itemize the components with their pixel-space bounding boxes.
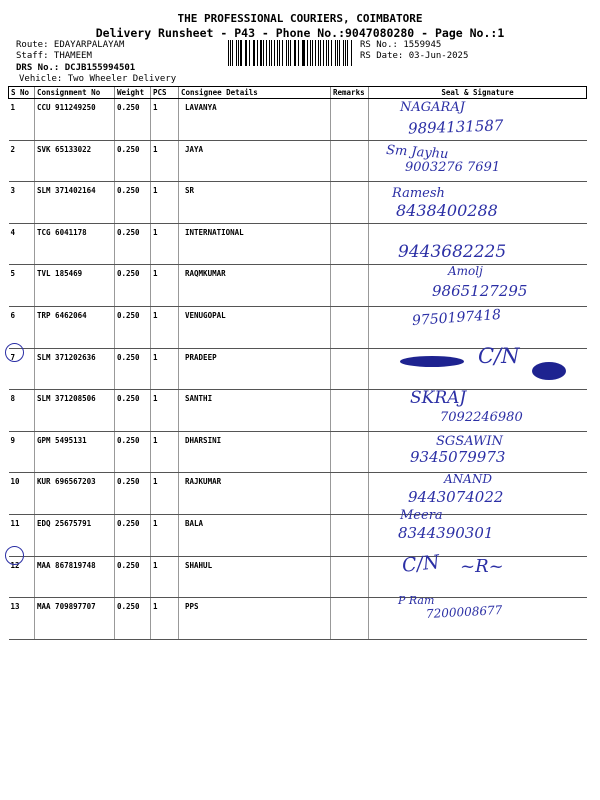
row-pcs: 1 xyxy=(151,182,179,224)
row-weight: 0.250 xyxy=(115,431,151,473)
barcode-bar xyxy=(236,40,237,66)
row-sno: 5 xyxy=(9,265,35,307)
row-remarks xyxy=(331,473,369,515)
row-pcs: 1 xyxy=(151,99,179,141)
barcode-bar xyxy=(315,40,316,66)
sig-12-mark: C/N xyxy=(400,551,441,577)
barcode-bar xyxy=(253,40,254,66)
barcode-bar xyxy=(290,40,291,66)
barcode-bar xyxy=(351,40,352,66)
row-pcs: 1 xyxy=(151,514,179,556)
sig-8-name: SKRAJ xyxy=(410,388,467,408)
barcode-bar xyxy=(307,40,308,66)
row-pcs: 1 xyxy=(151,390,179,432)
sig-9-phone: 9345079973 xyxy=(410,448,506,466)
row-weight: 0.250 xyxy=(115,473,151,515)
barcode-bar xyxy=(271,40,272,66)
sig-5-name: Amolj xyxy=(448,264,483,278)
barcode-bar xyxy=(343,40,344,66)
row-remarks xyxy=(331,306,369,348)
row-sno: 11 xyxy=(9,514,35,556)
rs-number: RS No.: 1559945 xyxy=(360,40,442,50)
barcode-bar xyxy=(310,40,311,66)
row-remarks xyxy=(331,140,369,182)
sig-8-phone: 7092246980 xyxy=(440,410,523,425)
row-weight: 0.250 xyxy=(115,598,151,640)
row-consignment: TCG 6041178 xyxy=(35,223,115,265)
barcode-bar xyxy=(274,40,275,66)
row-consignment: MAA 709897707 xyxy=(35,598,115,640)
row-remarks xyxy=(331,431,369,473)
row-consignment: TVL 185469 xyxy=(35,265,115,307)
barcode-bar xyxy=(320,40,321,66)
col-signature: Seal & Signature xyxy=(369,87,587,99)
vehicle-info: Vehicle: Two Wheeler Delivery xyxy=(19,74,177,84)
barcode-bar xyxy=(286,40,287,66)
row-pcs: 1 xyxy=(151,306,179,348)
sig-7-mark: C/N xyxy=(478,344,520,368)
col-consignee: Consignee Details xyxy=(179,87,331,99)
row-consignee: PPS xyxy=(179,598,331,640)
row-consignment: SVK 65133022 xyxy=(35,140,115,182)
row-consignee: PRADEEP xyxy=(179,348,331,390)
runsheet-title: Delivery Runsheet - P43 - Phone No.:9047080280 - Page No.:1 xyxy=(95,26,505,40)
barcode-bar xyxy=(263,40,264,66)
table-header-row xyxy=(9,87,587,99)
barcode-bar xyxy=(254,40,255,66)
barcode-bar xyxy=(260,40,261,66)
row-consignment: SLM 371208506 xyxy=(35,390,115,432)
sig-5-phone: 9865127295 xyxy=(432,282,528,300)
row-pcs: 1 xyxy=(151,348,179,390)
staff-info: Staff: THAMEEM xyxy=(16,51,92,61)
barcode-bar xyxy=(228,40,229,66)
sig-7-scribble xyxy=(400,356,464,367)
row-weight: 0.250 xyxy=(115,306,151,348)
sig-1-phone: 9894131587 xyxy=(407,116,504,138)
row-pcs: 1 xyxy=(151,556,179,598)
row-weight: 0.250 xyxy=(115,140,151,182)
row-sno: 7 xyxy=(9,348,35,390)
sig-2-name: Sm Jayhu xyxy=(385,142,449,163)
row-consignee: SANTHI xyxy=(179,390,331,432)
row-consignee: INTERNATIONAL xyxy=(179,223,331,265)
row-consignee: RAJKUMAR xyxy=(179,473,331,515)
row-sno: 1 xyxy=(9,99,35,141)
barcode-bar xyxy=(238,40,239,66)
barcode-bar xyxy=(312,40,313,66)
barcode-bar xyxy=(295,40,296,66)
table-row xyxy=(9,514,587,556)
row-remarks xyxy=(331,514,369,556)
row-sno: 4 xyxy=(9,223,35,265)
row-consignee: VENUGOPAL xyxy=(179,306,331,348)
sig-11-name: Meera xyxy=(400,508,443,523)
row-pcs: 1 xyxy=(151,431,179,473)
sig-3-name: Ramesh xyxy=(392,186,445,201)
row-consignee: SHAHUL xyxy=(179,556,331,598)
barcode-bar xyxy=(240,40,241,66)
row-consignment: TRP 6462064 xyxy=(35,306,115,348)
row-sno: 9 xyxy=(9,431,35,473)
sig-13-name: P Ram xyxy=(398,594,435,607)
row-remarks xyxy=(331,598,369,640)
sig-13-phone: 7200008677 xyxy=(425,603,503,621)
route-info: Route: EDAYARPALAYAM xyxy=(16,40,125,50)
col-sno: S No xyxy=(9,87,35,99)
row-consignment: KUR 696567203 xyxy=(35,473,115,515)
row-sno: 8 xyxy=(9,390,35,432)
row-pcs: 1 xyxy=(151,140,179,182)
barcode-bar xyxy=(298,40,299,66)
row-remarks xyxy=(331,265,369,307)
row-remarks xyxy=(331,182,369,224)
barcode-bar xyxy=(249,40,250,66)
row-consignee: BALA xyxy=(179,514,331,556)
sig-2-phone: 9003276 7691 xyxy=(405,160,501,175)
row-consignment: CCU 911249250 xyxy=(35,99,115,141)
barcode-bar xyxy=(266,40,267,66)
barcode-bar xyxy=(294,40,295,66)
row-pcs: 1 xyxy=(151,598,179,640)
sig-6-phone: 9750197418 xyxy=(411,306,502,330)
row-weight: 0.250 xyxy=(115,182,151,224)
row-sno: 10 xyxy=(9,473,35,515)
row-weight: 0.250 xyxy=(115,390,151,432)
row-consignment: GPM 5495131 xyxy=(35,431,115,473)
row-consignment: MAA 867819748 xyxy=(35,556,115,598)
sig-10-name: ANAND xyxy=(444,472,492,486)
row-consignee: DHARSINI xyxy=(179,431,331,473)
rs-date: RS Date: 03-Jun-2025 xyxy=(360,51,469,61)
barcode-bar xyxy=(303,40,304,66)
row-remarks xyxy=(331,223,369,265)
barcode-bar xyxy=(269,40,270,66)
barcode-bar xyxy=(232,40,233,66)
row-weight: 0.250 xyxy=(115,514,151,556)
barcode-bar xyxy=(339,40,340,66)
barcode-bar xyxy=(318,40,319,66)
row-7-circle-mark xyxy=(5,343,24,362)
barcode-bar xyxy=(277,40,278,66)
sig-10-phone: 9443074022 xyxy=(408,488,504,506)
row-remarks xyxy=(331,99,369,141)
barcode-bar xyxy=(288,40,289,66)
barcode-bar xyxy=(328,40,329,66)
barcode-bar xyxy=(230,40,231,66)
row-sno: 3 xyxy=(9,182,35,224)
barcode-bar xyxy=(326,40,327,66)
row-weight: 0.250 xyxy=(115,556,151,598)
col-consignment: Consignment No xyxy=(35,87,115,99)
col-pcs: PCS xyxy=(151,87,179,99)
sig-1-name: NAGARAJ xyxy=(400,100,465,115)
barcode xyxy=(228,40,352,66)
col-remarks: Remarks xyxy=(331,87,369,99)
row-weight: 0.250 xyxy=(115,223,151,265)
row-consignment: EDQ 25675791 xyxy=(35,514,115,556)
barcode-bar xyxy=(257,40,258,66)
row-remarks xyxy=(331,556,369,598)
sig-12-signature: ~R~ xyxy=(460,556,504,577)
row-sno: 2 xyxy=(9,140,35,182)
row-weight: 0.250 xyxy=(115,265,151,307)
sig-3-phone: 8438400288 xyxy=(396,201,498,220)
row-pcs: 1 xyxy=(151,223,179,265)
row-12-circle-mark xyxy=(5,546,24,565)
row-remarks xyxy=(331,348,369,390)
barcode-bar xyxy=(246,40,247,66)
col-weight: Weight xyxy=(115,87,151,99)
barcode-bar xyxy=(279,40,280,66)
row-pcs: 1 xyxy=(151,265,179,307)
drs-number: DRS No.: DCJB155994501 xyxy=(16,63,136,73)
sig-4-phone: 9443682225 xyxy=(398,242,507,262)
row-consignee: SR xyxy=(179,182,331,224)
row-consignee: RAQMKUMAR xyxy=(179,265,331,307)
table-row xyxy=(9,182,587,224)
barcode-bar xyxy=(245,40,246,66)
row-consignee: LAVANYA xyxy=(179,99,331,141)
row-consignee: JAYA xyxy=(179,140,331,182)
row-weight: 0.250 xyxy=(115,348,151,390)
row-pcs: 1 xyxy=(151,473,179,515)
row-consignment: SLM 371402164 xyxy=(35,182,115,224)
sig-7-scribble-2 xyxy=(532,362,566,380)
row-weight: 0.250 xyxy=(115,99,151,141)
barcode-bar xyxy=(282,40,283,66)
row-remarks xyxy=(331,390,369,432)
barcode-bar xyxy=(347,40,348,66)
barcode-bar xyxy=(345,40,346,66)
sig-9-name: SGSAWIN xyxy=(436,434,503,449)
barcode-bar xyxy=(323,40,324,66)
barcode-bar xyxy=(337,40,338,66)
row-sno: 6 xyxy=(9,306,35,348)
barcode-bar xyxy=(302,40,303,66)
row-sno: 13 xyxy=(9,598,35,640)
barcode-bar xyxy=(331,40,332,66)
row-consignment: SLM 371202636 xyxy=(35,348,115,390)
sig-11-phone: 8344390301 xyxy=(398,524,494,542)
company-title: THE PROFESSIONAL COURIERS, COIMBATORE xyxy=(177,12,423,25)
row-sno: 12 xyxy=(9,556,35,598)
barcode-bar xyxy=(335,40,336,66)
